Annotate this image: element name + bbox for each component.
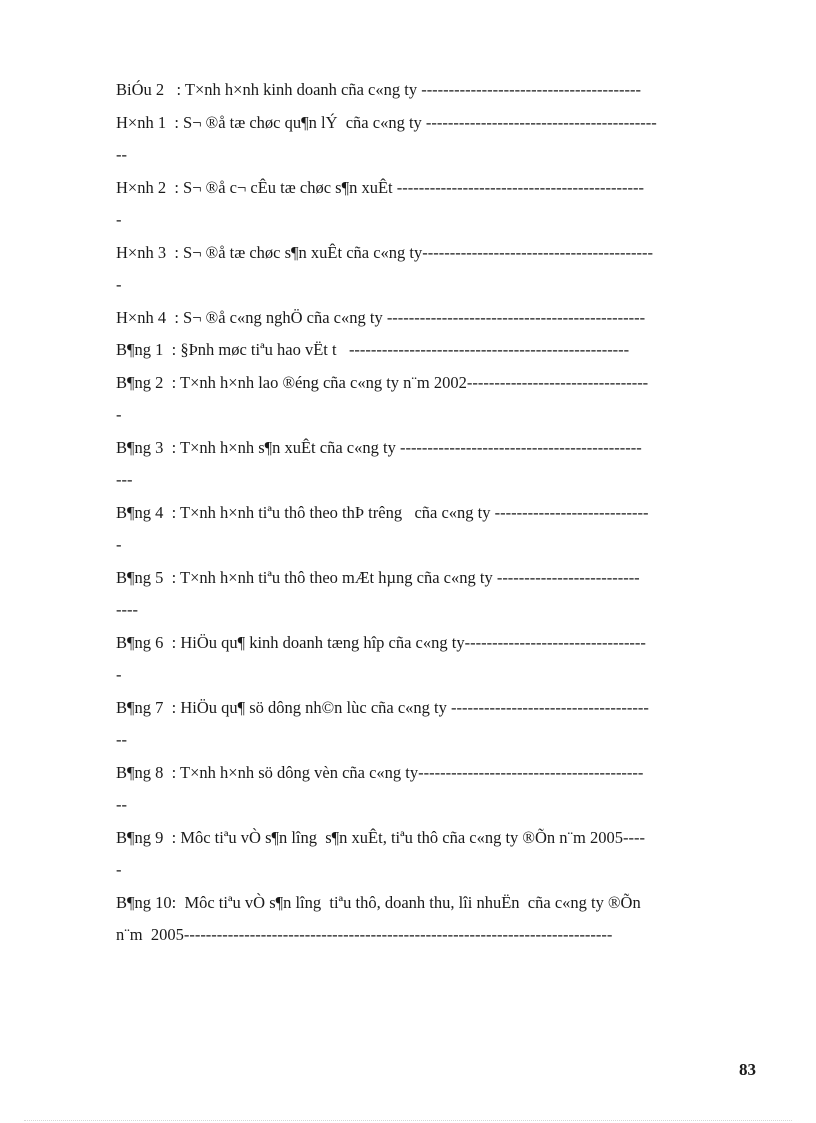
toc-entry-bang-3 bbox=[116, 432, 742, 497]
toc-entry-continuation: - bbox=[116, 535, 122, 554]
toc-entry-bang-6 bbox=[116, 627, 742, 692]
toc-entry-hinh-3 bbox=[116, 237, 742, 302]
toc-entry-text: B¶ng 6 : HiÖu qu¶ kinh doanh tæng hîp cña c«ng ty--------------------------------- bbox=[116, 632, 646, 652]
toc-entry-text: B¶ng 5 : T×nh h×nh tiªu thô theo mÆt hµng cña c«ng ty -------------------------- bbox=[116, 567, 640, 587]
toc-entry-bieu-2: BiÓu 2 : T×nh h×nh kinh doanh cña c«ng ty ---------------------------------------- bbox=[116, 80, 641, 99]
toc-entry-bang-4 bbox=[116, 497, 742, 562]
toc-entry-text: B¶ng 4 : T×nh h×nh tiªu thô theo thÞ trêng cña c«ng ty ---------------------------- bbox=[116, 502, 649, 522]
toc-entry-text: H×nh 1 : S¬ ®å tæ chøc qu¶n lÝ cña c«ng ty ------------------------------------------ bbox=[116, 112, 657, 132]
toc-entry-text: B¶ng 2 : T×nh h×nh lao ®éng cña c«ng ty n¨m 2002--------------------------------- bbox=[116, 372, 649, 392]
toc-entry-continuation: -- bbox=[116, 730, 127, 749]
toc-entry-continuation: - bbox=[116, 665, 122, 684]
toc-entry-continuation: -- bbox=[116, 795, 127, 814]
toc-entry-bang-5 bbox=[116, 562, 742, 627]
toc-entry-hinh-1 bbox=[116, 107, 742, 172]
toc-entry-bang-9 bbox=[116, 822, 742, 887]
toc-entry-bang-1: B¶ng 1 : §Þnh møc tiªu hao vËt t --------------------------------------------------- bbox=[116, 340, 630, 359]
toc-entry-text: H×nh 3 : S¬ ®å tæ chøc s¶n xuÊt cña c«ng ty------------------------------------------ bbox=[116, 242, 654, 262]
toc-entry-continuation: - bbox=[116, 405, 122, 424]
toc-entry-text: B¶ng 8 : T×nh h×nh sö dông vèn cña c«ng ty----------------------------------------- bbox=[116, 762, 644, 782]
toc-entry-bang-10 bbox=[116, 887, 742, 952]
toc-entry-text: H×nh 2 : S¬ ®å c¬ cÊu tæ chøc s¶n xuÊt --------------------------------------------- bbox=[116, 177, 644, 197]
toc-entry-continuation: n¨m 2005------------------------------------------------------------------------------ bbox=[116, 925, 613, 944]
toc-entry-hinh-4: H×nh 4 : S¬ ®å c«ng nghÖ cña c«ng ty ----------------------------------------------- bbox=[116, 307, 646, 327]
toc-entry-continuation: -- bbox=[116, 145, 127, 164]
toc-entry-bang-8 bbox=[116, 757, 742, 822]
toc-entry-continuation: - bbox=[116, 210, 122, 229]
toc-entry-hinh-2 bbox=[116, 172, 742, 237]
toc-entry-text: B¶ng 3 : T×nh h×nh s¶n xuÊt cña c«ng ty -------------------------------------------- bbox=[116, 437, 642, 457]
toc-entry-bang-7 bbox=[116, 692, 742, 757]
page-number: 83 bbox=[739, 1060, 756, 1079]
toc-entry-text: B¶ng 9 : Môc tiªu vÒ s¶n lîng s¶n xuÊt, tiªu thô cña c«ng ty ®Õn n¨m 2005---- bbox=[116, 827, 645, 847]
toc-entry-text: B¶ng 7 : HiÖu qu¶ sö dông nh©n lùc cña c«ng ty ------------------------------------ bbox=[116, 697, 649, 717]
toc-entry-continuation: ---- bbox=[116, 600, 138, 619]
toc-entry-continuation: --- bbox=[116, 470, 133, 489]
toc-entry-bang-2 bbox=[116, 367, 742, 432]
toc-entry-continuation: - bbox=[116, 275, 122, 294]
toc-entry-text: B¶ng 10: Môc tiªu vÒ s¶n lîng tiªu thô, doanh thu, lîi nhuËn cña c«ng ty ®Õn bbox=[116, 892, 641, 912]
table-of-figures bbox=[116, 74, 742, 952]
page-bottom-divider bbox=[24, 1120, 792, 1121]
toc-entry-continuation: - bbox=[116, 860, 122, 879]
